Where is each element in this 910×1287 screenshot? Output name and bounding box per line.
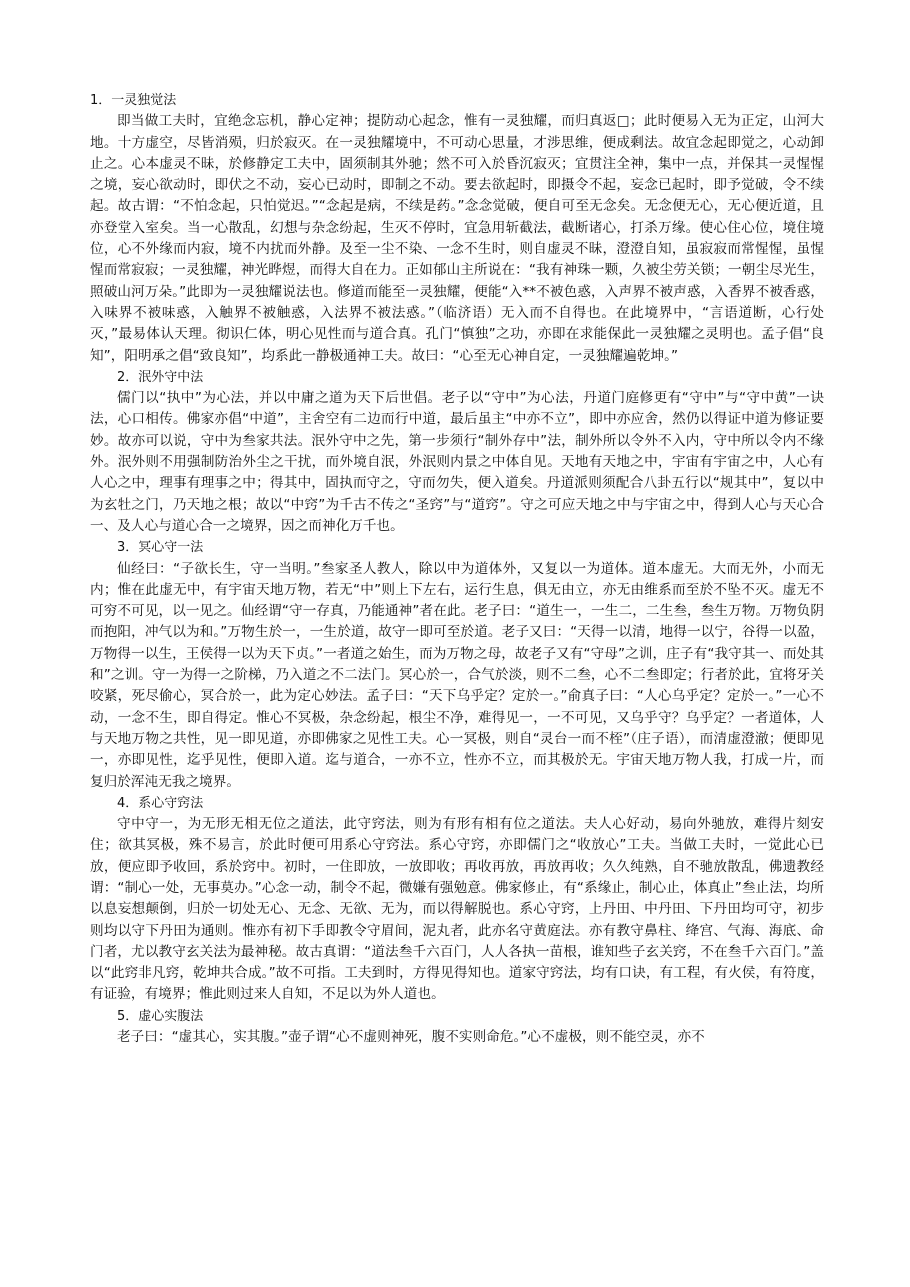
section-2 <box>90 367 824 537</box>
section-paragraph: 守中守一，为无形无相无位之道法，此守窍法，则为有形有相有位之道法。夫人心好动，易向外驰放，难得片刻安住；欲其冥极，殊不易言，於此时便可用系心守窍法。系心守窍，亦即儒门之“收放心”工夫。当做工夫时，一觉此心已放，便应即予收回，系於窍中。初时，一住即放，一放即收；再收再放，再放再收；久久纯熟，自不驰放散乱，佛遗教经谓：“制心一处，无事莫办。”心念一动，制令不起，微嫌有强勉意。佛家修止，有“系缘止，制心止，体真止”叁止法，均所以息妄想颠倒，归於一切处无心、无念、无欲、无为，而以得解脱也。系心守窍，上丹田、中丹田、下丹田均可守，初步则均以守下丹田为通则。惟亦有初下手即教令守眉间，泥丸者，此亦名守黄庭法。亦有教守鼻柱、绛宫、气海、海底、命门者，尤以教守玄关法为最神秘。故古真谓：“道法叁千六百门，人人各执一苗根，谁知些子玄关窍，不在叁千六百门。”盖以“此窍非凡窍，乾坤共合成。”故不可指。工夫到时，方得见得知也。道家守窍法，均有口诀，有工程，有火侯，有符度，有证验，有境界；惟此则过来人自知，不足以为外人道也。 <box>90 816 824 1003</box>
section-heading: 2．泯外守中法 <box>117 369 204 385</box>
section-3 <box>90 537 824 793</box>
section-paragraph: 即当做工夫时，宜绝念忘机，静心定神；提防动心起念，惟有一灵独耀，而归真返□；此时便易入无为正定，山河大地。十方虚空，尽皆消殒，归於寂灭。在一灵独耀境中，不可动心思量，才涉思维，便成剩法。故宜念起即觉之，心动卸止之。心本虚灵不昧，於修静定工夫中，固须制其外驰；然不可入於昏沉寂灭；宜贯注全神，集中一点，并保其一灵惺惺之境，妄心欲动时，即伏之不动，妄心已动时，即制之不动。要去欲起时，即摄令不起，妄念已起时，即予觉破，令不续起。故古谓：“不怕念起，只怕觉迟。”“念起是病，不续是药。”念念觉破，便自可至无念矣。无念便无心，无心便近道，且亦登堂入室矣。当一心散乱，幻想与杂念纷起，生灭不停时，宜急用斩截法，截断诸心，打杀万缘。使心住心位，境住境位，心不外缘而内寂，境不内扰而外静。及至一尘不染、一念不生时，则自虚灵不昧，澄澄自知，虽寂寂而常惺惺，虽惺惺而常寂寂；一灵独耀，神光晔煜，而得大自在力。正如郁山主所说在：“我有神珠一颗，久被尘劳关锁；一朝尘尽光生，照破山河万朵。”此即为一灵独耀说法也。修道而能至一灵独耀，便能“入**不被色惑，入声界不被声惑，入香界不被香惑，入味界不被味惑，入触界不被触惑，入法界不被法惑。”（临济语）无入而不自得也。在此境界中，“言语道断，心行处灭，”最易体认天理。彻识仁体，明心见性而与道合真。孔门“慎独”之功，亦即在求能保此一灵独耀之灵明也。孟子倡“良知”，阳明承之倡“致良知”，均系此一静极通神工夫。故曰：“心至无心神自定，一灵独耀遍乾坤。” <box>90 113 824 364</box>
section-5 <box>90 1006 824 1049</box>
section-heading: 5．虚心实腹法 <box>117 1008 204 1024</box>
section-4 <box>90 793 824 1006</box>
document-page <box>90 90 824 1048</box>
section-heading: 1．一灵独觉法 <box>90 93 177 108</box>
section-paragraph: 老子曰：“虚其心，实其腹。”壶子谓“心不虚则神死，腹不实则命危。”心不虚极，则不能空灵，亦不 <box>117 1029 705 1046</box>
section-paragraph: 儒门以“执中”为心法，并以中庸之道为天下后世倡。老子以“守中”为心法，丹道门庭修更有“守中”与“守中黄”一诀法，心口相传。佛家亦倡“中道”，主舍空有二边而行中道，最后虽主“中亦不立”，即中亦应舍，然仍以得证中道为修证要妙。故亦可以说，守中为叁家共法。泯外守中之先，第一步须行“制外存中”法，制外所以令外不入内，守中所以令内不缘外。泯外则不用强制防治外尘之干扰，而外境自泯，外泯则内景之中体自见。天地有天地之中，宇宙有宇宙之中，人心有人心之中，理事有理事之中；得其中，固执而守之，守而勿失，便入道矣。丹道派则须配合八卦五行以“规其中”，复以中为玄牡之门，乃天地之根；故以“中窍”为千古不传之“圣窍”与“道窍”。守之可应天地之中与宇宙之中，得到人心与天心合一、及人心与道心合一之境界，因之而神化万千也。 <box>90 390 824 534</box>
section-paragraph: 仙经曰：“子欲长生，守一当明。”叁家圣人教人，除以中为道体外，又复以一为道体。道本虚无。大而无外，小而无内；惟在此虚无中，有宇宙天地万物，若无“中”则上下左右，运行生息，俱无由立，亦无由维系而至於不坠不灭。虚无不可穷不可见，以一见之。仙经谓“守一存真，乃能通神”者在此。老子曰：“道生一，一生二，二生叁，叁生万物。万物负阴而抱阳，冲气以为和。”万物生於一，一生於道，故守一即可至於道。老子又曰：“天得一以清，地得一以宁，谷得一以盈，万物得一以生，王侯得一以为天下贞。”一者道之始生，而为万物之母，故老子又有“守母”之训，庄子有“我守其一、而处其和”之训。守一为得一之阶梯，乃入道之不二法门。冥心於一，合气於淡，则不二叁，心不二叁即定；行者於此，宜将牙关咬紧，死尽偷心，冥合於一，此为定心妙法。孟子曰：“天下乌乎定？定於一。”俞真子曰：“人心乌乎定？定於一。”一心不动，一念不生，即自得定。惟心不冥极，杂念纷起，根尘不净，难得见一，一不可见，又乌乎守？乌乎定？一者道体，人与天地万物之共性，见一即见道，亦即佛家之见性工夫。心一冥极，则自“灵台一而不桎”（庄子语），而清虚澄澈；便即见一，亦即见性，迄乎见性，便即入道。迄与道合，一亦不立，性亦不立，而其极於无。宇宙天地万物人我，打成一片，而复归於浑沌无我之境界。 <box>90 560 824 790</box>
section-heading: 3．冥心守一法 <box>117 540 204 556</box>
section-1 <box>90 90 824 367</box>
section-heading: 4．系心守窍法 <box>117 795 204 811</box>
